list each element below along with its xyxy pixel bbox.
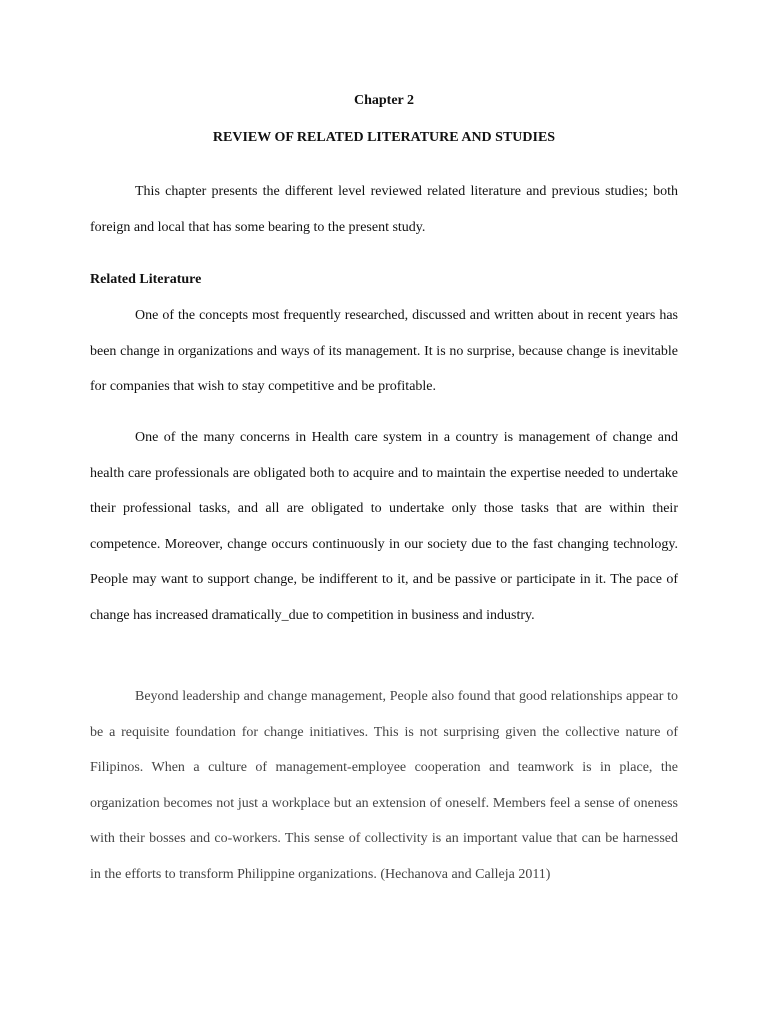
body-paragraph: One of the many concerns in Health care system in a country is management of change and health care professionals are obligated both to acquire and to maintain the expertise needed to undertake their professional tasks, and all are obligated to undertake only those tasks that are within their competence. Moreover, change occurs continuously in our society due to the fast changing technology. People may want to support change, be indifferent to it, and be passive or participate in it. The pace of change has increased dramatically_due to competition in business and industry.	[90, 430, 678, 623]
chapter-label: Chapter 2	[353, 93, 415, 108]
body-paragraph: One of the concepts most frequently researched, discussed and written about in recent years has been change in organizations and ways of its management. It is no surprise, because change is inevitable for companies that wish to stay competitive and be profitable.	[90, 308, 678, 394]
chapter-title: REVIEW OF RELATED LITERATURE AND STUDIES	[212, 130, 556, 145]
section-heading: Related Literature	[90, 272, 202, 287]
body-paragraph: Beyond leadership and change management, People also found that good relationships appear to be a requisite foundation for change initiatives. This is not surprising given the collective nature of Filipinos. When a culture of management-employee cooperation and teamwork is in place, the organization becomes not just a workplace but an extension of oneself. Members feel a sense of oneness with their bosses and co-workers. This sense of collectivity is an important value that can be harnessed in the efforts to transform Philippine organizations. (Hechanova and Calleja 2011)	[90, 689, 678, 882]
intro-paragraph: This chapter presents the different level reviewed related literature and previous studies; both foreign and local that has some bearing to the present study.	[90, 184, 678, 235]
